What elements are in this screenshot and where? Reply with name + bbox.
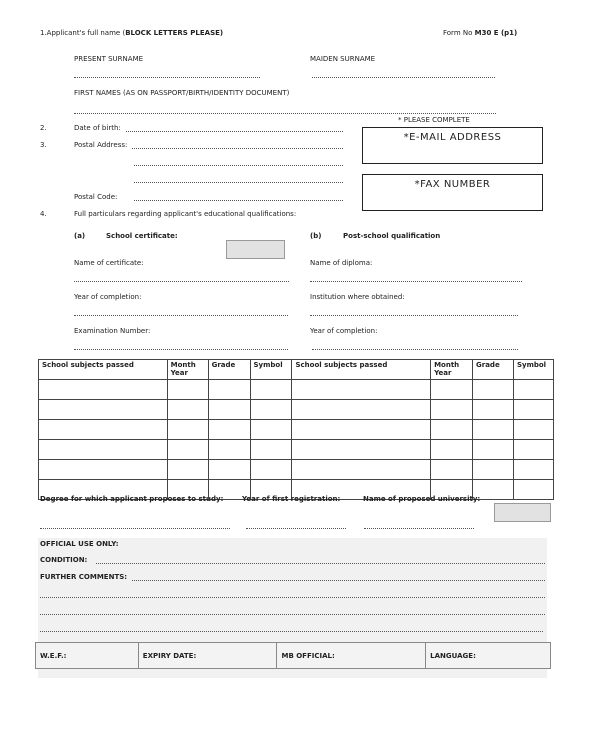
subjects-table-cell[interactable] [167,380,208,400]
fax-label: *FAX NUMBER [414,179,491,190]
question-1-label [40,29,223,37]
subjects-table-cell[interactable] [39,380,168,400]
subjects-table-cell[interactable] [250,400,292,420]
subjects-table-cell[interactable] [292,420,431,440]
subjects-table-cell[interactable] [208,420,250,440]
subjects-table-row [39,420,554,440]
subjects-table-cell[interactable] [208,440,250,460]
name-of-diploma-field[interactable] [310,281,522,282]
education-intro: Full particulars regarding applicant's educational qualifications: [74,210,297,218]
subjects-table-cell[interactable] [39,400,168,420]
subjects-table-row [39,400,554,420]
subjects-table-cell[interactable] [208,460,250,480]
subjects-table-cell[interactable] [167,420,208,440]
maiden-surname-label: MAIDEN SURNAME [310,55,376,63]
col-header-symbol: Symbol [250,360,292,380]
postal-code-field[interactable] [134,200,343,201]
year-of-completion-label: Year of completion: [74,293,142,301]
col-header-subjects-2: School subjects passed [292,360,431,380]
subjects-table-row [39,440,554,460]
institution-field[interactable] [310,315,518,316]
dob-label: Date of birth: [74,124,121,132]
subjects-table-cell[interactable] [250,440,292,460]
subjects-table-cell[interactable] [292,440,431,460]
year-registration-field[interactable] [246,528,346,529]
subjects-table-cell[interactable] [39,440,168,460]
subjects-table-cell[interactable] [250,460,292,480]
subjects-table-cell[interactable] [513,380,553,400]
subjects-table-cell[interactable] [167,440,208,460]
subjects-table-cell[interactable] [167,400,208,420]
subjects-table-cell[interactable] [473,460,514,480]
postal-address-field-2[interactable] [134,165,343,166]
form-no-prefix: Form No [443,29,475,37]
form-number [443,29,517,37]
subjects-table [38,359,554,500]
postal-address-field-3[interactable] [134,182,343,183]
subjects-table-row [39,460,554,480]
year-registration-label: Year of first registration: [242,495,341,503]
subjects-table-cell[interactable] [292,400,431,420]
institution-label: Institution where obtained: [310,293,405,301]
first-names-field[interactable] [74,113,496,114]
examination-number-label: Examination Number: [74,327,151,335]
subjects-table-cell[interactable] [39,460,168,480]
present-surname-label: PRESENT SURNAME [74,55,144,63]
subjects-table-cell[interactable] [513,480,553,500]
subjects-table-cell[interactable] [39,420,168,440]
name-of-certificate-label: Name of certificate: [74,259,144,267]
subjects-table-cell[interactable] [473,400,514,420]
q1-prefix: 1.Applicant's full name ( [40,29,126,37]
university-label: Name of proposed university: [363,495,481,503]
email-label: *E-MAIL ADDRESS [403,132,502,143]
subjects-table-cell[interactable] [431,440,473,460]
examination-number-field[interactable] [74,349,288,350]
col-header-symbol-2: Symbol [513,360,553,380]
year-of-completion-b-field[interactable] [312,349,518,350]
subjects-table-cell[interactable] [513,400,553,420]
wef-cell[interactable]: W.E.F.: [36,643,139,669]
subjects-table-cell[interactable] [473,420,514,440]
item-number-4: 4. [40,210,47,218]
maiden-surname-field[interactable] [312,77,495,78]
col-header-subjects: School subjects passed [39,360,168,380]
section-b-label: (b) [310,232,322,240]
subjects-table-cell[interactable] [208,380,250,400]
q1-bold: BLOCK LETTERS PLEASE) [125,29,224,37]
official-use-title: OFFICIAL USE ONLY: [40,540,119,548]
email-box[interactable] [362,127,543,164]
item-number-3: 3. [40,141,47,149]
further-comments-field-3[interactable] [40,614,545,615]
subjects-table-row [39,380,554,400]
postal-code-label: Postal Code: [74,193,118,201]
degree-label: Degree for which applicant proposes to study: [40,495,224,503]
post-school-heading: Post-school qualification [343,232,441,240]
name-of-certificate-field[interactable] [74,281,289,282]
subjects-table-cell[interactable] [513,420,553,440]
subjects-table-cell[interactable] [473,380,514,400]
form-no-value: M30 E (p1) [474,29,518,37]
section-a-label: (a) [74,232,86,240]
subjects-table-cell[interactable] [431,460,473,480]
further-comments-label: FURTHER COMMENTS: [40,573,128,581]
subjects-table-cell[interactable] [292,380,431,400]
subjects-table-cell[interactable] [431,420,473,440]
year-of-completion-b-label: Year of completion: [310,327,378,335]
subjects-table-cell[interactable] [513,440,553,460]
expiry-date-cell[interactable]: EXPIRY DATE: [138,643,277,669]
further-comments-field-4[interactable] [40,631,543,632]
postal-address-label: Postal Address: [74,141,128,149]
language-cell[interactable]: LANGUAGE: [426,643,551,669]
university-field[interactable] [364,528,474,529]
subjects-table-cell[interactable] [250,420,292,440]
further-comments-field-1[interactable] [132,580,545,581]
subjects-table-cell[interactable] [431,380,473,400]
subjects-table-cell[interactable] [208,400,250,420]
condition-field[interactable] [96,563,545,564]
degree-field[interactable] [40,528,230,529]
dob-field[interactable] [126,131,343,132]
item-number-2: 2. [40,124,47,132]
further-comments-field-2[interactable] [40,597,545,598]
col-header-grade-2: Grade [473,360,514,380]
col-header-grade: Grade [208,360,250,380]
please-complete-note: * PLEASE COMPLETE [398,116,470,124]
subjects-table-cell[interactable] [167,460,208,480]
university-grey-box [494,503,551,522]
first-names-label: FIRST NAMES (AS ON PASSPORT/BIRTH/IDENTITY DOCUMENT) [74,89,290,97]
subjects-table-cell[interactable] [292,460,431,480]
present-surname-field[interactable] [74,77,260,78]
official-table [35,642,551,669]
subjects-table-header [39,360,554,380]
school-certificate-heading: School certificate: [106,232,178,240]
fax-box[interactable] [362,174,543,211]
postal-address-field-1[interactable] [132,148,343,149]
col-header-month-year-2: Month Year [431,360,473,380]
col-header-month-year: Month Year [167,360,208,380]
condition-label: CONDITION: [40,556,88,564]
subjects-table-cell[interactable] [513,460,553,480]
subjects-table-cell[interactable] [250,380,292,400]
mb-official-cell[interactable]: MB OFFICIAL: [277,643,426,669]
year-of-completion-field[interactable] [74,315,288,316]
school-certificate-grey-box [226,240,285,259]
subjects-table-cell[interactable] [473,440,514,460]
name-of-diploma-label: Name of diploma: [310,259,373,267]
subjects-table-cell[interactable] [431,400,473,420]
